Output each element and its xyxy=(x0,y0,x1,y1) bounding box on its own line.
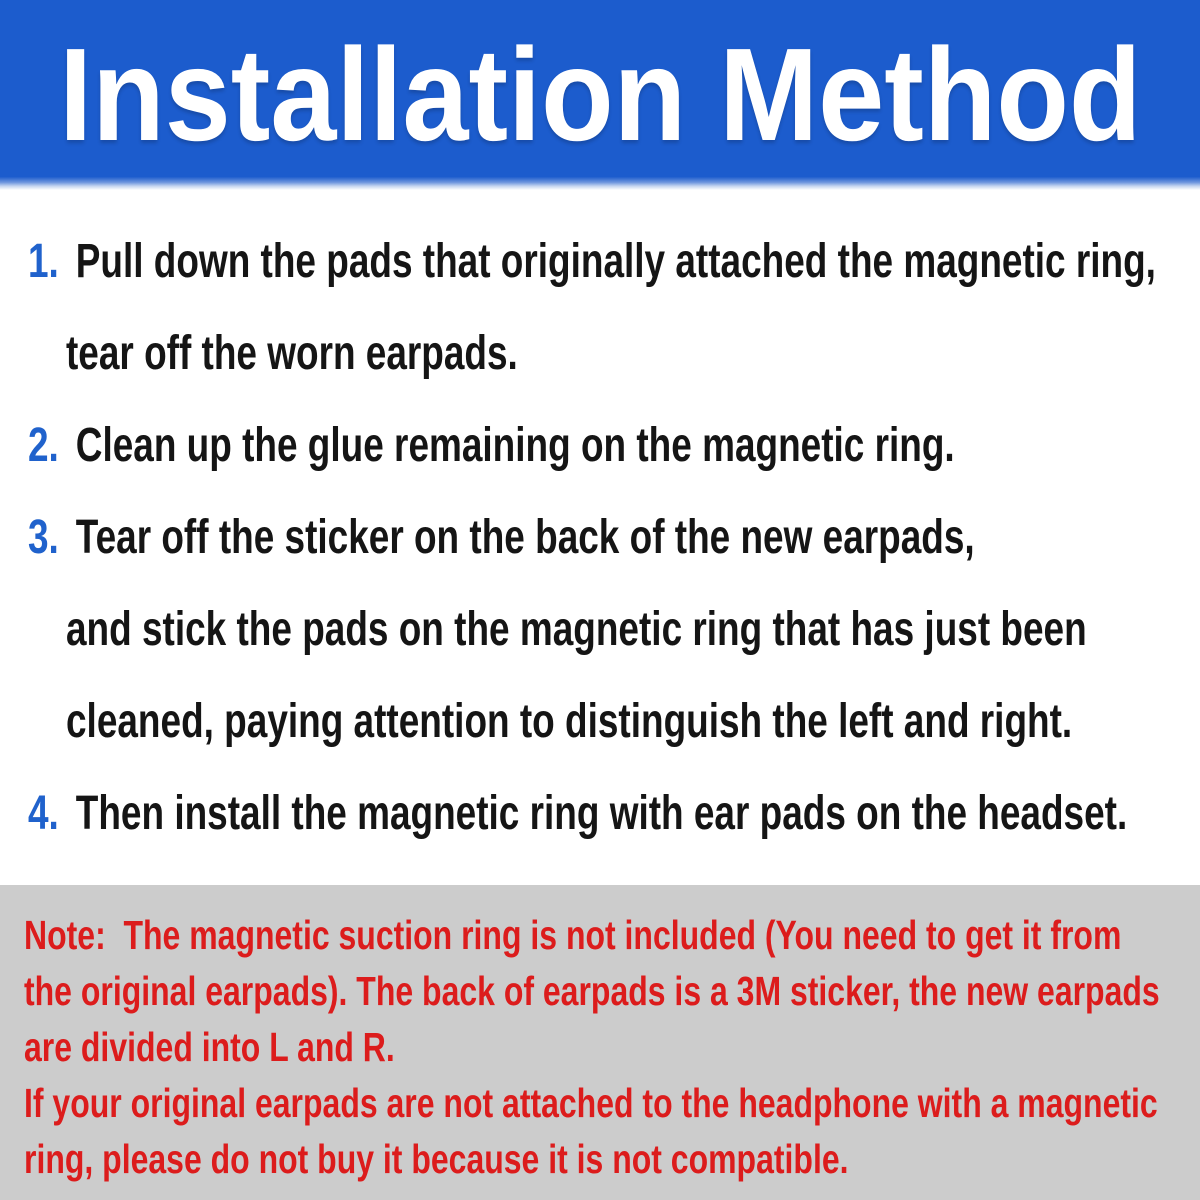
header-banner xyxy=(0,0,1200,190)
steps-section xyxy=(0,190,1200,885)
step-4-text: Then install the magnetic ring with ear pads on the headset. xyxy=(75,787,1128,840)
note-section xyxy=(0,885,1200,1200)
note-line-5: ring, please do not buy it because it is not compatible. xyxy=(24,1136,849,1182)
step-3-line-1 xyxy=(28,492,975,584)
step-2-line-1 xyxy=(28,400,955,492)
step-2-text: Clean up the glue remaining on the magnetic ring. xyxy=(75,419,955,472)
step-3-line-2 xyxy=(66,584,1087,676)
step-4-number: 4. xyxy=(28,787,59,840)
step-4-line-1 xyxy=(28,768,1128,860)
step-1-line-1 xyxy=(28,216,1156,308)
step-3-text: Tear off the sticker on the back of the new earpads, xyxy=(75,511,975,564)
step-1-line-2 xyxy=(66,308,939,400)
step-2-number: 2. xyxy=(28,419,59,472)
step-1-text: Pull down the pads that originally attached the magnetic ring, xyxy=(75,235,1156,288)
note-line-4: If your original earpads are not attached to the headphone with a magnetic xyxy=(24,1080,1158,1126)
step-1-text-continued: tear off the worn earpads. xyxy=(66,327,518,380)
note-line-2: the original earpads). The back of earpads is a 3M sticker, the new earpads xyxy=(24,968,1160,1014)
step-1-number: 1. xyxy=(28,235,59,288)
step-3-text-continued: and stick the pads on the magnetic ring that has just been xyxy=(66,603,1087,656)
note-line-3: are divided into L and R. xyxy=(24,1024,395,1070)
page-title: Installation Method xyxy=(58,21,1142,168)
note-line-1: Note: The magnetic suction ring is not included (You need to get it from xyxy=(24,912,1122,958)
step-3-text-continued-2: cleaned, paying attention to distinguish the left and right. xyxy=(66,695,1073,748)
step-3-line-3 xyxy=(66,676,1073,768)
step-3-number: 3. xyxy=(28,511,59,564)
